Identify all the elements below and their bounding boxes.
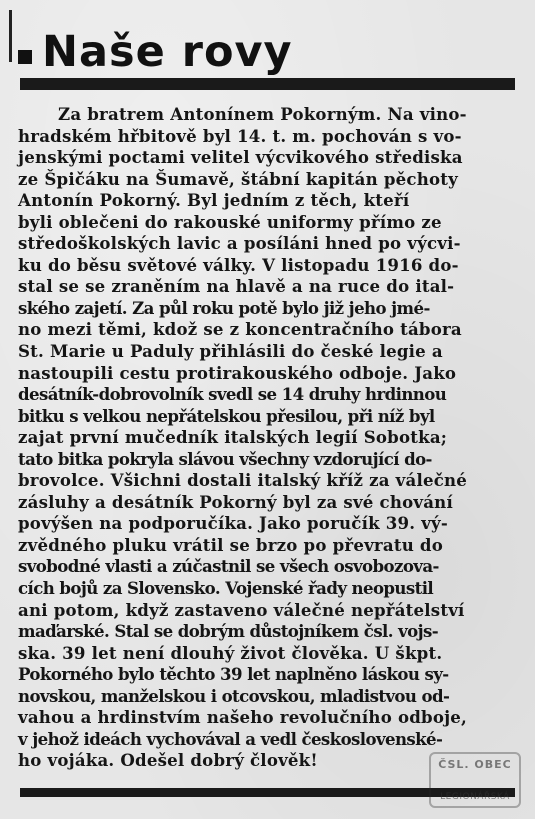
article-line: nastoupili cestu protirakouského odboje. Jako: [18, 362, 457, 383]
article-line: vahou a hrdinstvím našeho revolučního odboje,: [18, 707, 468, 728]
article-line: Za bratrem Antonínem Pokorným. Na vino-: [58, 104, 467, 124]
article-line: ského zajetí. Za půl roku potě bylo již jeho jmé-: [18, 297, 430, 318]
article-line: povýšen na podporučíka. Jako poručík 39. vý-: [18, 513, 448, 534]
headline: Naše rovy: [42, 27, 293, 77]
article-line: středoškolských lavic a posíláni hned po výcvi-: [18, 233, 461, 254]
article-line: novskou, manželskou i otcovskou, mladistvou od-: [18, 685, 450, 706]
article-line: svobodné vlasti a zúčastnil se všech osvobozova-: [18, 556, 439, 577]
article-line: jenskými poctami velitel výcvikového střediska: [18, 147, 463, 168]
article-line: v jehož ideách vychovával a vedl československé-: [18, 728, 443, 749]
article-line: Antonín Pokorný. Byl jedním z těch, kteří: [18, 190, 410, 211]
article-line: St. Marie u Paduly přihlásili do české legie a: [18, 341, 443, 362]
article-line: maďarské. Stal se dobrým důstojníkem čsl. vojs-: [18, 621, 439, 642]
headline-block: [18, 14, 293, 77]
article-line: zásluhy a desátník Pokorný byl za své chování: [18, 491, 453, 512]
article-line: ska. 39 let není dlouhý život člověka. U škpt.: [18, 642, 443, 663]
article-line: ho vojáka. Odešel dobrý člověk!: [18, 750, 318, 771]
article-line: no mezi těmi, kdož se z koncentračního tábora: [18, 319, 462, 340]
article-line: brovolce. Všichni dostali italský kříž za válečné: [18, 470, 468, 491]
article-line: tato bitka pokryla slávou všechny vzdorující do-: [18, 448, 432, 469]
article-line: ze Špičáku na Šumavě, štábní kapitán pěchoty: [18, 168, 458, 189]
article-line: ani potom, když zastaveno válečné nepřátelství: [18, 599, 465, 620]
article-line: byli oblečeni do rakouské uniformy přímo ze: [18, 211, 442, 232]
archive-stamp: [429, 752, 521, 808]
article-line: stal se se zraněním na hlavě a na ruce do ital-: [18, 276, 455, 297]
article-line: Pokorného bylo těchto 39 let naplněno láskou sy-: [18, 664, 449, 685]
article-line: bitku s velkou nepřátelskou přesilou, při níž byl: [18, 405, 435, 426]
square-bullet-icon: [18, 50, 32, 64]
stamp-bottom-text: LEGIONÁŘSKÁ: [440, 792, 510, 802]
article-body: [18, 104, 515, 772]
article-line: zvědného pluku vrátil se brzo po převratu do: [18, 534, 444, 555]
column-rule: [9, 10, 12, 62]
article-line: zajat první mučedník italských legií Sobotka;: [18, 427, 448, 448]
stamp-top-text: ČSL. OBEC: [438, 758, 512, 771]
article-line: cích bojů za Slovensko. Vojenské řady neopustil: [18, 578, 434, 599]
article-line: desátník-dobrovolník svedl se 14 druhy hrdinnou: [18, 384, 447, 405]
article-line: hradském hřbitově byl 14. t. m. pochován s vo-: [18, 125, 462, 146]
article-line: ku do běsu světové války. V listopadu 1916 do-: [18, 254, 459, 275]
top-rule: [20, 78, 515, 90]
